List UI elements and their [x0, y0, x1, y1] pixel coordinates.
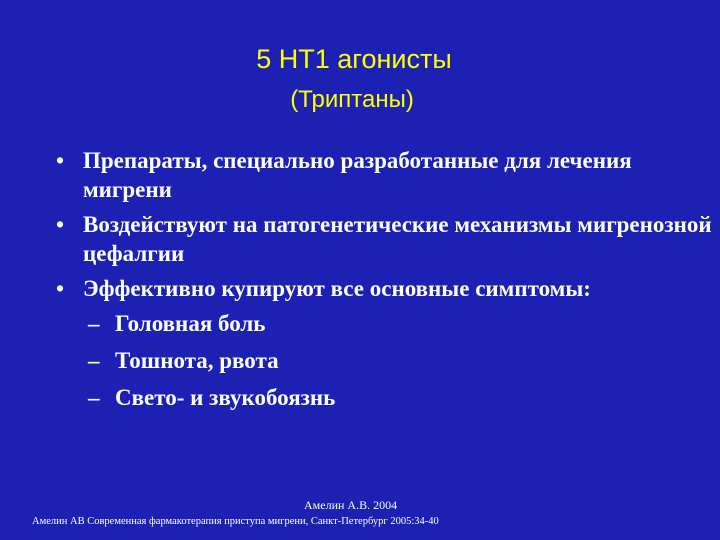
slide-title: 5 HT1 агонисты — [256, 44, 452, 74]
bullet-text: Эффективно купируют все основные симптомы: — [83, 276, 591, 301]
sub-bullet-text: Головная боль — [115, 311, 266, 336]
sub-bullet-item — [88, 346, 716, 375]
bullet-dot-icon: • — [56, 148, 65, 173]
footer-reference: Амелин АВ Современная фармакотерапия приступа мигрени, Санкт-Петербург 2005:34-40 — [32, 516, 439, 527]
bullet-item — [56, 210, 716, 268]
sub-bullet-list — [83, 309, 716, 412]
footer-author: Амелин А.В. 2004 — [304, 498, 398, 512]
dash-icon: – — [88, 311, 100, 336]
sub-bullet-item — [88, 309, 716, 338]
bullet-text: Препараты, специально разработанные для лечения мигрени — [83, 148, 632, 202]
bullet-list — [56, 146, 716, 420]
bullet-dot-icon: • — [56, 276, 65, 301]
bullet-item — [56, 146, 716, 204]
sub-bullet-text: Тошнота, рвота — [115, 348, 279, 373]
bullet-item — [56, 274, 716, 412]
sub-bullet-item — [88, 383, 716, 412]
dash-icon: – — [88, 385, 100, 410]
bullet-dot-icon: • — [56, 212, 65, 237]
dash-icon: – — [88, 348, 100, 373]
sub-bullet-text: Свето- и звукобоязнь — [115, 385, 336, 410]
bullet-text: Воздействуют на патогенетические механизмы мигренозной цефалгии — [83, 212, 712, 266]
slide-subtitle: (Триптаны) — [290, 86, 414, 113]
